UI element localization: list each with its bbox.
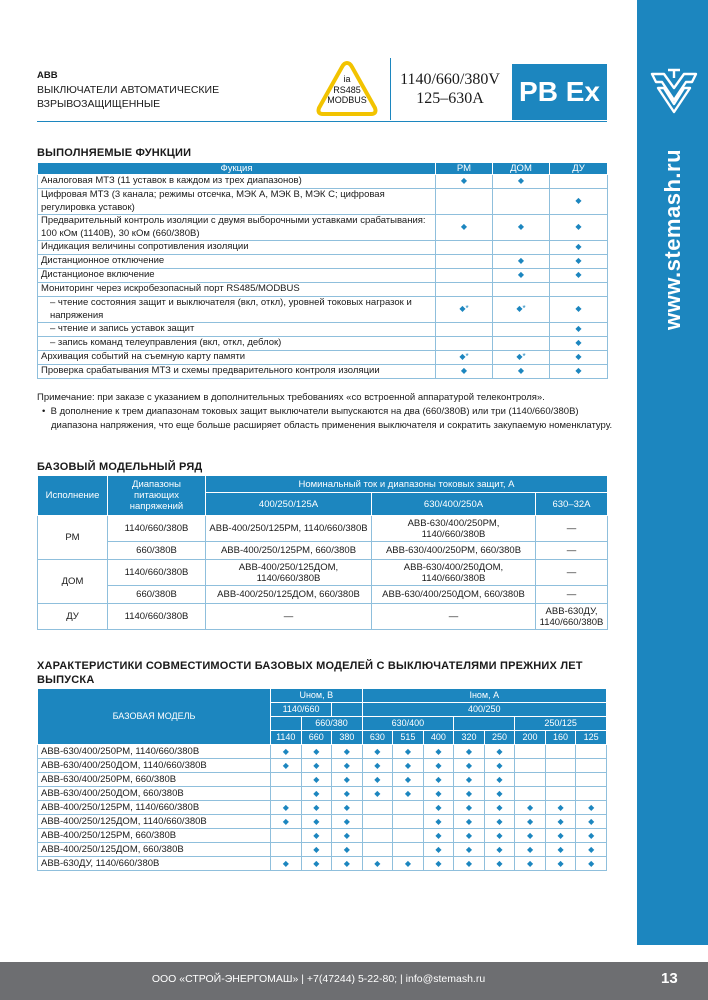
compat-row xyxy=(38,787,607,801)
base-voltage-cell: 1140/660/380В xyxy=(108,516,206,542)
compat-mark xyxy=(515,759,546,773)
compat-mark xyxy=(362,829,393,843)
compat-mark: ◆ xyxy=(576,829,607,843)
function-name: – чтение состояния защит и выключателя (вкл, откл), уровней токовых награзок и напряжения xyxy=(38,297,436,323)
base-h-nominal: Номинальный ток и диапазоны токовых защит, А xyxy=(206,476,608,493)
compat-mark: ◆ xyxy=(332,843,363,857)
current-rating: 125–630A xyxy=(416,90,484,107)
compat-mark: ◆ xyxy=(515,857,546,871)
function-row xyxy=(38,365,608,379)
compat-mark: ◆ xyxy=(332,745,363,759)
compat-model-name: АВВ-630/400/250ДОМ, 660/380В xyxy=(38,787,271,801)
compat-row xyxy=(38,815,607,829)
compat-mark: ◆ xyxy=(576,857,607,871)
compat-h-blank xyxy=(454,717,515,731)
compat-mark: ◆ xyxy=(271,801,302,815)
compat-mark xyxy=(545,773,576,787)
compat-mark: ◆ xyxy=(393,773,424,787)
compat-mark: ◆ xyxy=(576,815,607,829)
base-exec-du: ДУ xyxy=(38,604,108,630)
note-1: Примечание: при заказе с указанием в дополнительных требованиях «со встроенной аппаратурой телеконтроля». xyxy=(37,392,545,403)
footer xyxy=(0,962,708,1000)
base-model-cell: АВВ-400/250/125ДОМ, 660/380В xyxy=(206,586,372,604)
compat-mark: ◆ xyxy=(484,815,515,829)
ia-rs485-badge xyxy=(316,60,378,118)
base-dash-cell: — xyxy=(536,560,608,586)
function-name: Предварительный контроль изоляции с двумя выборочными уставками срабатывания: 100 кОм (1140В), 30 кОм (660/380В) xyxy=(38,215,436,241)
compat-mark xyxy=(271,787,302,801)
function-row xyxy=(38,351,608,365)
compat-col-value: 660 xyxy=(301,731,332,745)
compat-mark: ◆ xyxy=(484,773,515,787)
function-row xyxy=(38,255,608,269)
compat-mark xyxy=(576,745,607,759)
functions-table-body xyxy=(38,175,608,379)
compat-mark xyxy=(545,787,576,801)
function-row xyxy=(38,215,608,241)
function-mark-rm xyxy=(436,337,493,351)
function-mark-du xyxy=(550,283,608,297)
function-mark-du: ◆ xyxy=(550,337,608,351)
compat-model-name: АВВ-630/400/250РМ, 1140/660/380В xyxy=(38,745,271,759)
header-title-block xyxy=(37,69,287,111)
compat-mark: ◆ xyxy=(362,759,393,773)
compat-h-i400: 400/250 xyxy=(362,703,606,717)
website-text[interactable]: www.stemash.ru xyxy=(660,148,685,330)
compat-h-model: БАЗОВАЯ МОДЕЛЬ xyxy=(38,689,271,745)
compat-mark xyxy=(515,745,546,759)
compat-mark: ◆ xyxy=(362,773,393,787)
badge-line3: MODBUS xyxy=(327,95,367,105)
function-name: Проверка срабатывания МТЗ и схемы предварительного контроля изоляции xyxy=(38,365,436,379)
function-row xyxy=(38,189,608,215)
compat-mark: ◆ xyxy=(393,759,424,773)
compat-row xyxy=(38,857,607,871)
compat-h-blank xyxy=(332,703,363,717)
compat-col-value: 400 xyxy=(423,731,454,745)
compat-mark xyxy=(362,843,393,857)
compat-mark xyxy=(576,773,607,787)
function-name: Аналоговая МТЗ (11 уставок в каждом из трех диапазонов) xyxy=(38,175,436,189)
function-mark-du: ◆ xyxy=(550,215,608,241)
function-mark-dom xyxy=(493,189,550,215)
compat-mark: ◆ xyxy=(545,857,576,871)
voltage-rating: 1140/660/380V xyxy=(400,71,500,88)
compat-mark: ◆ xyxy=(545,815,576,829)
compat-title xyxy=(37,659,583,687)
compat-mark: ◆ xyxy=(484,745,515,759)
compat-mark: ◆ xyxy=(423,773,454,787)
compat-mark: ◆ xyxy=(423,815,454,829)
base-voltage-cell: 660/380В xyxy=(108,542,206,560)
function-mark-du: ◆ xyxy=(550,255,608,269)
compat-mark: ◆ xyxy=(301,787,332,801)
function-row xyxy=(38,175,608,189)
base-model-cell: АВВ-630/400/250РМ, 660/380В xyxy=(372,542,536,560)
page-number: 13 xyxy=(661,970,678,987)
compat-mark: ◆ xyxy=(332,857,363,871)
compat-row xyxy=(38,759,607,773)
base-exec-dom: ДОМ xyxy=(38,560,108,604)
function-mark-du: ◆ xyxy=(550,297,608,323)
compat-col-value: 125 xyxy=(576,731,607,745)
compat-mark: ◆ xyxy=(332,801,363,815)
function-mark-dom: ◆ xyxy=(493,175,550,189)
function-row xyxy=(38,337,608,351)
compat-mark: ◆ xyxy=(301,829,332,843)
function-mark-rm xyxy=(436,323,493,337)
base-dash-cell: — xyxy=(536,586,608,604)
header-rule xyxy=(37,121,607,122)
functions-table xyxy=(37,162,608,379)
base-h-voltage: Диапазоны питающих напряжений xyxy=(108,476,206,516)
function-mark-rm: ◆* xyxy=(436,351,493,365)
compat-mark: ◆ xyxy=(484,801,515,815)
function-mark-rm xyxy=(436,255,493,269)
compat-h-blank xyxy=(271,717,302,731)
function-name: Цифровая МТЗ (3 канала; режимы отсечка, МЭК А, МЭК В, МЭК С; цифровая регулировка уставок) xyxy=(38,189,436,215)
function-mark-dom xyxy=(493,241,550,255)
compat-row xyxy=(38,773,607,787)
function-mark-dom: ◆ xyxy=(493,365,550,379)
compat-mark: ◆ xyxy=(423,745,454,759)
side-url xyxy=(660,148,690,340)
compat-mark: ◆ xyxy=(362,857,393,871)
base-model-cell: АВВ-400/250/125РМ, 660/380В xyxy=(206,542,372,560)
compat-mark: ◆ xyxy=(332,829,363,843)
compat-mark xyxy=(515,773,546,787)
base-model-cell: АВВ-400/250/125РМ, 1140/660/380В xyxy=(206,516,372,542)
base-exec-rm: РМ xyxy=(38,516,108,560)
compat-mark: ◆ xyxy=(545,801,576,815)
compat-mark: ◆ xyxy=(362,745,393,759)
compat-mark: ◆ xyxy=(423,801,454,815)
compat-h-i250: 250/125 xyxy=(515,717,607,731)
function-name: – запись команд телеуправления (вкл, откл, деблок) xyxy=(38,337,436,351)
compat-model-name: АВВ-400/250/125РМ, 660/380В xyxy=(38,829,271,843)
compat-mark: ◆ xyxy=(515,815,546,829)
notes-block xyxy=(37,391,617,433)
compat-mark: ◆ xyxy=(454,857,485,871)
compat-mark xyxy=(271,843,302,857)
compat-mark: ◆ xyxy=(484,759,515,773)
function-name: – чтение и запись уставок защит xyxy=(38,323,436,337)
base-models-table xyxy=(37,475,608,630)
function-mark-rm: ◆ xyxy=(436,365,493,379)
base-h-c2: 630/400/250А xyxy=(372,493,536,516)
compat-mark: ◆ xyxy=(515,829,546,843)
compat-h-u1140: 1140/660 xyxy=(271,703,332,717)
compat-mark xyxy=(393,829,424,843)
compat-mark: ◆ xyxy=(454,787,485,801)
compat-mark: ◆ xyxy=(454,801,485,815)
func-col-rm: РМ xyxy=(436,163,493,175)
compat-model-name: АВВ-400/250/125ДОМ, 1140/660/380В xyxy=(38,815,271,829)
function-mark-dom xyxy=(493,337,550,351)
base-model-cell: АВВ-630/400/250ДОМ, 1140/660/380В xyxy=(372,560,536,586)
function-mark-dom xyxy=(493,283,550,297)
compat-mark: ◆ xyxy=(454,843,485,857)
compat-title-line2: ВЫПУСКА xyxy=(37,674,95,686)
compat-mark xyxy=(576,759,607,773)
function-mark-dom: ◆ xyxy=(493,269,550,283)
compat-mark: ◆ xyxy=(271,745,302,759)
compat-mark: ◆ xyxy=(271,815,302,829)
compat-model-name: АВВ-630/400/250РМ, 660/380В xyxy=(38,773,271,787)
compat-model-name: АВВ-400/250/125РМ, 1140/660/380В xyxy=(38,801,271,815)
compat-model-name: АВВ-400/250/125ДОМ, 660/380В xyxy=(38,843,271,857)
compat-col-value: 320 xyxy=(454,731,485,745)
compat-mark: ◆ xyxy=(454,759,485,773)
function-mark-du: ◆ xyxy=(550,269,608,283)
base-voltage-cell: 1140/660/380В xyxy=(108,604,206,630)
compat-mark xyxy=(271,773,302,787)
side-band xyxy=(637,0,708,945)
compat-mark: ◆ xyxy=(332,759,363,773)
product-code-box: PB Ex xyxy=(512,64,607,120)
function-mark-rm xyxy=(436,269,493,283)
compat-mark: ◆ xyxy=(362,787,393,801)
function-mark-rm: ◆ xyxy=(436,215,493,241)
compat-row xyxy=(38,801,607,815)
function-mark-dom: ◆* xyxy=(493,297,550,323)
compat-mark: ◆ xyxy=(484,829,515,843)
compat-h-unom: Uном, В xyxy=(271,689,363,703)
compat-mark xyxy=(271,829,302,843)
note-bullet: • xyxy=(42,406,46,417)
function-name: Дистанционое включение xyxy=(38,269,436,283)
header-ratings xyxy=(391,70,509,108)
compat-mark: ◆ xyxy=(332,815,363,829)
compat-row xyxy=(38,829,607,843)
compat-mark: ◆ xyxy=(454,773,485,787)
compat-title-line1: ХАРАКТЕРИСТИКИ СОВМЕСТИМОСТИ БАЗОВЫХ МОДЕЛЕЙ С ВЫКЛЮЧАТЕЛЯМИ ПРЕЖНИХ ЛЕТ xyxy=(37,660,583,672)
function-row xyxy=(38,269,608,283)
compat-mark xyxy=(393,843,424,857)
base-model-cell: АВВ-630ДУ, 1140/660/380В xyxy=(536,604,608,630)
function-mark-rm: ◆ xyxy=(436,175,493,189)
compat-mark: ◆ xyxy=(454,815,485,829)
function-row xyxy=(38,323,608,337)
functions-title: ВЫПОЛНЯЕМЫЕ ФУНКЦИИ xyxy=(37,147,192,159)
function-mark-du: ◆ xyxy=(550,189,608,215)
function-row xyxy=(38,283,608,297)
function-name: Архивация событий на съемную карту памяти xyxy=(38,351,436,365)
function-mark-du xyxy=(550,175,608,189)
compat-mark: ◆ xyxy=(423,843,454,857)
function-row xyxy=(38,241,608,255)
compat-mark: ◆ xyxy=(301,801,332,815)
compat-mark: ◆ xyxy=(484,857,515,871)
header-title-line1: ВЫКЛЮЧАТЕЛИ АВТОМАТИЧЕСКИЕ xyxy=(37,84,220,96)
function-mark-du: ◆ xyxy=(550,351,608,365)
compat-row xyxy=(38,843,607,857)
base-model-cell: АВВ-630/400/250РМ, 1140/660/380В xyxy=(372,516,536,542)
base-voltage-cell: 1140/660/380В xyxy=(108,560,206,586)
base-voltage-cell: 660/380В xyxy=(108,586,206,604)
compat-col-value: 200 xyxy=(515,731,546,745)
base-models-title: БАЗОВЫЙ МОДЕЛЬНЫЙ РЯД xyxy=(37,461,203,473)
stemash-logo-icon xyxy=(648,68,700,114)
brand-label: АВВ xyxy=(37,70,58,81)
function-name: Дистанционное отключение xyxy=(38,255,436,269)
compat-mark: ◆ xyxy=(423,829,454,843)
compat-mark: ◆ xyxy=(454,829,485,843)
compat-h-i630: 630/400 xyxy=(362,717,454,731)
compat-mark: ◆ xyxy=(393,745,424,759)
footer-contacts: ООО «СТРОЙ-ЭНЕРГОМАШ» | +7(47244) 5-22-80; | info@stemash.ru xyxy=(151,973,486,985)
compat-mark: ◆ xyxy=(454,745,485,759)
compat-model-name: АВВ-630ДУ, 1140/660/380В xyxy=(38,857,271,871)
base-h-exec: Исполнение xyxy=(38,476,108,516)
compat-mark: ◆ xyxy=(484,843,515,857)
base-model-cell: АВВ-630/400/250ДОМ, 660/380В xyxy=(372,586,536,604)
compat-col-value: 250 xyxy=(484,731,515,745)
base-dash-cell: — xyxy=(536,542,608,560)
compat-mark: ◆ xyxy=(301,759,332,773)
function-mark-du: ◆ xyxy=(550,241,608,255)
function-mark-dom: ◆ xyxy=(493,255,550,269)
function-row xyxy=(38,297,608,323)
compatibility-table-body xyxy=(38,745,607,871)
func-col-header: Фукция xyxy=(38,163,436,175)
compat-mark: ◆ xyxy=(515,843,546,857)
compat-col-value: 160 xyxy=(545,731,576,745)
function-mark-rm xyxy=(436,189,493,215)
compat-mark xyxy=(576,787,607,801)
compat-h-u660: 660/380 xyxy=(301,717,362,731)
function-mark-rm xyxy=(436,241,493,255)
compat-mark xyxy=(362,815,393,829)
compat-col-value: 1140 xyxy=(271,731,302,745)
badge-line2: RS485 xyxy=(333,84,361,95)
compat-mark: ◆ xyxy=(393,787,424,801)
base-model-cell: АВВ-400/250/125ДОМ, 1140/660/380В xyxy=(206,560,372,586)
compat-mark xyxy=(545,745,576,759)
compat-mark: ◆ xyxy=(576,801,607,815)
function-name: Мониторинг через искробезопасный порт RS485/MODBUS xyxy=(38,283,436,297)
compat-mark: ◆ xyxy=(423,787,454,801)
compat-mark xyxy=(545,759,576,773)
compat-mark: ◆ xyxy=(423,857,454,871)
compat-mark: ◆ xyxy=(301,745,332,759)
compat-mark xyxy=(515,787,546,801)
compat-mark: ◆ xyxy=(332,773,363,787)
compat-mark: ◆ xyxy=(515,801,546,815)
compat-h-inom: Iном, А xyxy=(362,689,606,703)
base-dash-cell: — xyxy=(206,604,372,630)
compat-mark xyxy=(362,801,393,815)
compat-col-value: 630 xyxy=(362,731,393,745)
compat-mark: ◆ xyxy=(301,773,332,787)
base-dash-cell: — xyxy=(372,604,536,630)
note-2 xyxy=(37,405,617,433)
compat-model-name: АВВ-630/400/250ДОМ, 1140/660/380В xyxy=(38,759,271,773)
base-h-c3: 630–32А xyxy=(536,493,608,516)
compat-mark: ◆ xyxy=(545,843,576,857)
compat-mark: ◆ xyxy=(484,787,515,801)
compat-mark: ◆ xyxy=(271,759,302,773)
function-name: Индикация величины сопротивления изоляции xyxy=(38,241,436,255)
function-mark-dom: ◆ xyxy=(493,215,550,241)
compat-row xyxy=(38,745,607,759)
note-2-text: В дополнение к трем диапазонам токовых защит выключатели выпускаются на два (660/380В) или три (1140/660/380В) диапазона напряжения, что еще больше расширяет область применения выключателя и сократить закупаемую номенклатуру. xyxy=(50,406,613,431)
compat-mark: ◆ xyxy=(301,815,332,829)
compat-mark: ◆ xyxy=(423,759,454,773)
compat-mark: ◆ xyxy=(332,787,363,801)
func-col-du: ДУ xyxy=(550,163,608,175)
base-h-c1: 400/250/125А xyxy=(206,493,372,516)
base-dash-cell: — xyxy=(536,516,608,542)
compat-mark: ◆ xyxy=(301,843,332,857)
function-mark-dom: ◆* xyxy=(493,351,550,365)
function-mark-rm: ◆* xyxy=(436,297,493,323)
compat-mark: ◆ xyxy=(301,857,332,871)
compat-mark: ◆ xyxy=(393,857,424,871)
compat-mark xyxy=(393,801,424,815)
compat-mark: ◆ xyxy=(545,829,576,843)
badge-line1: ia xyxy=(343,74,351,84)
compat-col-value: 380 xyxy=(332,731,363,745)
compat-col-value: 515 xyxy=(393,731,424,745)
function-mark-dom xyxy=(493,323,550,337)
function-mark-rm xyxy=(436,283,493,297)
function-mark-du: ◆ xyxy=(550,323,608,337)
function-mark-du: ◆ xyxy=(550,365,608,379)
compat-mark: ◆ xyxy=(576,843,607,857)
compat-mark xyxy=(393,815,424,829)
compatibility-table xyxy=(37,688,607,871)
func-col-dom: ДОМ xyxy=(493,163,550,175)
compat-mark: ◆ xyxy=(271,857,302,871)
header-title-line2: ВЗРЫВОЗАЩИЩЕННЫЕ xyxy=(37,98,161,110)
